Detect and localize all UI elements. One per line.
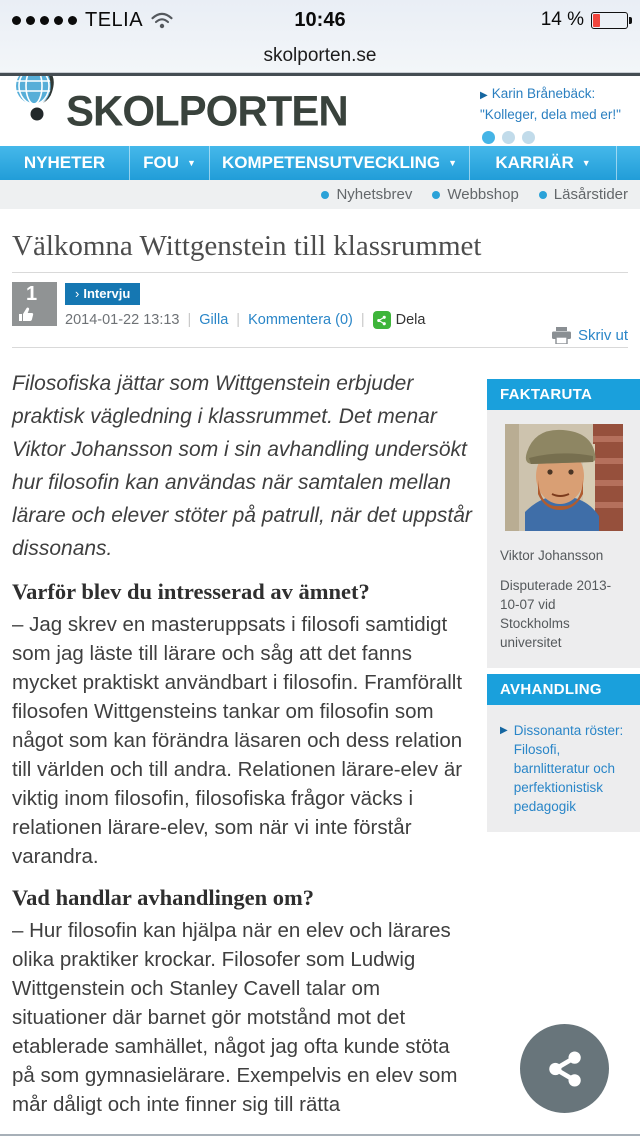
subnav-item-lasarstider[interactable]: Läsårstider bbox=[539, 186, 628, 203]
print-link[interactable]: Skriv ut bbox=[552, 327, 628, 344]
nav-item-karriar[interactable]: KARRIÄR ▼ bbox=[470, 146, 617, 180]
thumb-up-icon bbox=[17, 305, 34, 322]
carrier-label: TELIA bbox=[85, 8, 144, 31]
person-info: Disputerade 2013-10-07 vid Stockholms universitet bbox=[500, 578, 612, 650]
printer-icon bbox=[552, 327, 571, 344]
floating-share-button[interactable] bbox=[520, 1024, 609, 1113]
arrow-right-icon: ▶ bbox=[480, 90, 488, 101]
answer-paragraph: – Jag skrev en masteruppsats i filosofi samtidigt som jag läste till lärare och såg att det fanns mycket praktiskt användbart i filosofin. Framförallt filosofen Wittgensteins tankar om filosofin som något som kan förändra läsaren och dess relation till världen och till andra. Relationen lärare-elev är viktig inom filosofin, filosofiska frågor väcks i relationen lärare-elev, som när vi inte förstår varandra. bbox=[12, 613, 463, 868]
chevron-right-icon: › bbox=[75, 286, 80, 301]
subnav-item-webbshop[interactable]: Webbshop bbox=[432, 186, 518, 203]
secondary-nav bbox=[0, 180, 640, 209]
avhandling-header: AVHANDLING bbox=[487, 674, 640, 705]
promo-name: Karin Brånebäck: bbox=[491, 86, 596, 101]
wifi-icon bbox=[151, 12, 173, 29]
url-text: skolporten.se bbox=[263, 45, 377, 66]
logo-wordmark: SKOLPORTEN bbox=[66, 86, 348, 135]
chevron-down-icon: ▼ bbox=[186, 158, 196, 168]
subnav-item-nyhetsbrev[interactable]: Nyhetsbrev bbox=[321, 186, 412, 203]
dissertation-link[interactable]: ▶ Dissonanta röster: Filosofi, barnlitteratur och perfektionistisk pedagogik bbox=[500, 723, 624, 814]
sidebar bbox=[487, 379, 640, 838]
globe-icon bbox=[10, 76, 60, 138]
nav-item-nyheter[interactable]: NYHETER bbox=[0, 146, 130, 180]
carousel-dots[interactable] bbox=[480, 131, 628, 144]
header-promo-link[interactable] bbox=[480, 84, 628, 144]
battery-percent: 14 % bbox=[540, 9, 584, 30]
share-link[interactable]: Dela bbox=[373, 311, 426, 329]
like-count: 1 bbox=[25, 283, 38, 305]
skolporten-logo[interactable] bbox=[10, 76, 348, 146]
article-body bbox=[0, 367, 640, 1119]
chevron-down-icon: ▼ bbox=[581, 158, 591, 168]
bullet-icon bbox=[539, 191, 547, 199]
address-bar[interactable] bbox=[0, 40, 640, 72]
promo-quote: "Kolleger, dela med er!" bbox=[480, 107, 621, 122]
divider bbox=[12, 347, 628, 348]
answer-paragraph: – Hur filosofin kan hjälpa när en elev och lärares olika praktiker krockar. Filosofer som Ludwig Wittgenstein och Stanley Cavell talar om situationer där barnet gör motstånd mot det etablerade samhället, något jag ofta kunde stöta på som gymnasielärare. Exempelvis en elev som mår dåligt och inte finner sig till rätta bbox=[12, 919, 458, 1116]
share-icon bbox=[544, 1048, 586, 1090]
like-counter-badge[interactable] bbox=[12, 282, 57, 326]
person-name: Viktor Johansson bbox=[500, 548, 604, 563]
comment-link[interactable]: Kommentera (0) bbox=[248, 312, 353, 328]
main-nav bbox=[0, 146, 640, 180]
faktaruta-header: FAKTARUTA bbox=[487, 379, 640, 410]
category-tag[interactable]: › Intervju bbox=[65, 283, 140, 305]
avhandling-box bbox=[487, 674, 640, 832]
signal-strength-icon bbox=[12, 16, 77, 25]
site-header bbox=[0, 76, 640, 146]
browser-chrome bbox=[0, 0, 640, 73]
chevron-down-icon: ▼ bbox=[448, 158, 458, 168]
article-title: Välkomna Wittgenstein till klassrummet bbox=[12, 230, 482, 262]
publish-date: 2014-01-22 13:13 bbox=[65, 312, 180, 328]
faktaruta-box bbox=[487, 379, 640, 668]
like-link[interactable]: Gilla bbox=[199, 312, 229, 328]
portrait-photo bbox=[505, 424, 623, 531]
status-bar bbox=[0, 0, 640, 40]
nav-item-fou[interactable]: FOU ▼ bbox=[130, 146, 210, 180]
article-lead: Filosofiska jättar som Wittgenstein erbjuder praktisk vägledning i klassrummet. Det menar Viktor Johansson som i sin avhandling undersökt hur filosofin kan användas när samtalen mellan lärare och elever stöter på patrull, när det uppstår dissonans. bbox=[12, 372, 472, 560]
battery-icon bbox=[591, 12, 628, 29]
question-heading: Vad handlar avhandlingen om? bbox=[12, 885, 314, 910]
bullet-icon bbox=[321, 191, 329, 199]
share-icon bbox=[373, 311, 391, 329]
question-heading: Varför blev du intresserad av ämnet? bbox=[12, 579, 370, 604]
clock: 10:46 bbox=[294, 8, 346, 31]
arrow-right-icon: ▶ bbox=[500, 725, 508, 736]
bullet-icon bbox=[432, 191, 440, 199]
nav-item-kompetensutveckling[interactable]: KOMPETENSUTVECKLING ▼ bbox=[210, 146, 470, 180]
article-meta: 1 › Intervju 2014-01-22 13:13 | Gilla | Kommentera (0) | Dela Skriv ut bbox=[12, 273, 628, 347]
